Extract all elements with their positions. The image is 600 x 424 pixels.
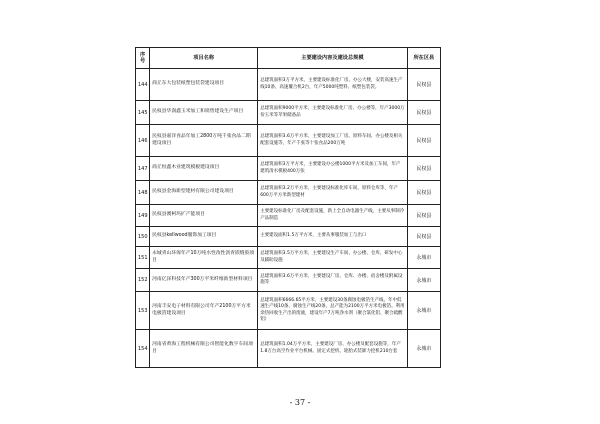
table-row — [136, 269, 441, 292]
row-number: 150 — [136, 227, 150, 247]
table-row — [136, 181, 441, 205]
row-number: 151 — [136, 247, 150, 269]
header-no: 序号 — [136, 48, 150, 69]
row-area: 永城市 — [407, 292, 440, 330]
row-content: 总建筑面积3万平方米，主要建设标准化厂房、办公大楼，安装高速生产线10条、高速覆合机2台，年产5000吨塑料、纸塑包装袋。 — [258, 69, 407, 101]
row-number: 144 — [136, 69, 150, 101]
row-area: 永城市 — [407, 269, 440, 292]
row-project-name: 永城青山环保年产10万吨水性改性沥青嵌缝胶项目 — [150, 247, 258, 269]
table-row — [136, 292, 441, 330]
page-number: - 37 - — [289, 398, 311, 407]
table-row — [136, 205, 441, 227]
row-area: 民权县 — [407, 125, 440, 157]
row-number: 149 — [136, 205, 150, 227]
row-content: 总建筑面积3.6万平方米，主要建设加工厂房、原料车间、办公楼及相关配套设施等，年产千张等十张食品200万吨 — [258, 125, 407, 157]
row-content: 总建筑面积3.5万平方米，主要建设生产车间、办公楼、仓库，研发中心及辅助设施 — [258, 247, 407, 269]
table-row — [136, 101, 441, 125]
row-area: 民权县 — [407, 205, 440, 227]
row-number: 153 — [136, 292, 150, 330]
row-project-name: 民权县华润鑫玉米加工和销售建设生产项目 — [150, 101, 258, 125]
row-area: 永城市 — [407, 247, 440, 269]
row-number: 145 — [136, 101, 150, 125]
row-project-name: 民权县kellwood服饰加工项目 — [150, 227, 258, 247]
row-content: 总建筑面积9000平方米，主要建设标准化厂房、办公楼等，年产3000万份玉米等苹果储备品 — [258, 101, 407, 125]
row-project-name: 民权县澳柯玛扩产能项目 — [150, 205, 258, 227]
row-area: 民权县 — [407, 181, 440, 205]
row-project-name: 河南省黄海工程机械有限公司智能化数字车间项目 — [150, 330, 258, 368]
row-number: 154 — [136, 330, 150, 368]
row-project-name: 商丘恒鑫木业建筑模板建设项目 — [150, 157, 258, 181]
row-content: 主要建设面积1.5万平方米，主要从事服装加工与出口 — [258, 227, 407, 247]
row-number: 146 — [136, 125, 150, 157]
table-row — [136, 247, 441, 269]
row-content: 总建筑面积3万平方米，主要建设办公楼1000平方米及加工车间，年产建筑清水模板400万张 — [258, 157, 407, 181]
row-content: 总建筑面积3.2万平方米，主要建设标准化库车间、原料仓库等，年产600万平方米新型建材 — [258, 181, 407, 205]
row-content: 总建筑面积1.04万平方米，主要建设厂房、办公楼及配套设施等，年产1.8万台高空作业平台机械、固定式挖机、轮胎式装卸力挖机210台套 — [258, 330, 407, 368]
table-row — [136, 69, 441, 101]
row-area: 民权县 — [407, 101, 440, 125]
row-area: 民权县 — [407, 227, 440, 247]
row-number: 147 — [136, 157, 150, 181]
row-area: 永城市 — [407, 330, 440, 368]
row-project-name: 河南丰安电子材料有限公司年产2100万平方米电极箔建设项目 — [150, 292, 258, 330]
project-table — [135, 47, 441, 368]
row-number: 152 — [136, 269, 150, 292]
table-header-row — [136, 48, 441, 69]
header-area: 所在区县 — [407, 48, 440, 69]
row-project-name: 民权县金海新型建材有限公司建设项目 — [150, 181, 258, 205]
row-number: 148 — [136, 181, 150, 205]
header-name: 项目名称 — [150, 48, 258, 69]
row-content: 主要建设标准化厂房及配套设施，新上全自动电器生产线，主要从事制冷产品制造 — [258, 205, 407, 227]
table-row — [136, 330, 441, 368]
row-area: 民权县 — [407, 157, 440, 181]
row-area: 民权县 — [407, 69, 440, 101]
table-row — [136, 227, 441, 247]
table-row — [136, 157, 441, 181]
row-content: 总建筑面积3.6万平方米，主要建设厂房、仓库、办楼、宿舍楼及附属设施等 — [258, 269, 407, 292]
table-row — [136, 125, 441, 157]
header-content: 主要建设内容及建设总规模 — [258, 48, 407, 69]
row-content: 总建筑面积6666.65平方米，主要建设30条腐蚀电极箔生产线，年中低速生产线10条、腐蚀生产线20条，总产能为2100万平方米电极箔。利用余热回收生产出的废液，建设年产7万吨净水剂（聚合氯化铝、聚合硫酸铝） — [258, 292, 407, 330]
row-project-name: 商丘东大包装纸塑包装袋建设项目 — [150, 69, 258, 101]
row-project-name: 河南亿泽科技年产300万平米纤维新型材料项目 — [150, 269, 258, 292]
row-project-name: 民权县嘉洋食品年加工2800万吨千张食品二期建设项目 — [150, 125, 258, 157]
